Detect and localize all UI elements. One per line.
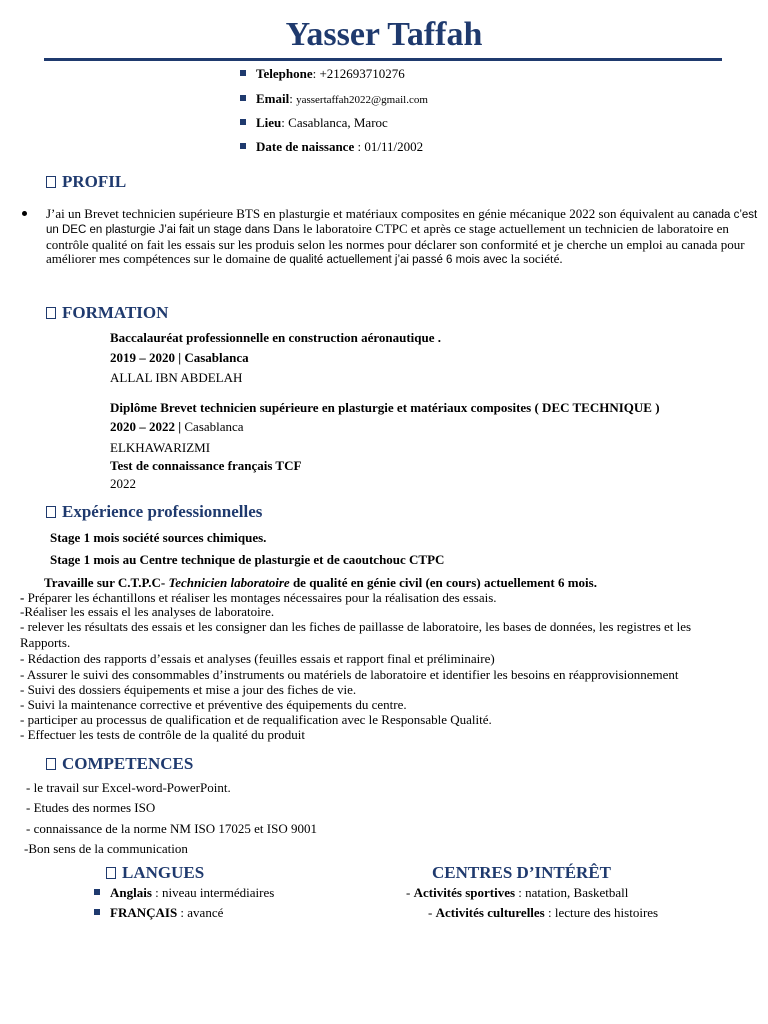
square-bullet-icon [240, 143, 246, 149]
square-bullet-icon [240, 70, 246, 76]
section-title-langues: LANGUES [106, 863, 204, 883]
interet-item: - Activités sportives : natation, Basketball [406, 885, 629, 900]
langue-item: Anglais : niveau intermédiaires [94, 885, 274, 901]
competence-item: - Etudes des normes ISO [26, 800, 156, 815]
section-title-interets: CENTRES D’INTÉRÊT [432, 863, 612, 882]
contact-email: Email: yassertaffah2022@gmail.com [240, 91, 428, 107]
experience-task: -Réaliser les essais el les analyses de laboratoire. [20, 604, 275, 619]
formation-degree: Diplôme Brevet technicien supérieure en plasturgie et matériaux composites ( DEC TECHNIQUE ) [110, 400, 660, 415]
contact-birthdate: Date de naissance : 01/11/2002 [240, 139, 423, 155]
section-title-experience: Expérience professionnelles [46, 502, 262, 522]
experience-task: - Effectuer les tests de contrôle de la qualité du produit [20, 727, 305, 742]
missing-glyph-icon [106, 867, 116, 879]
competence-item: - connaissance de la norme NM ISO 17025 et ISO 9001 [26, 821, 317, 836]
experience-task: Rapports. [20, 635, 71, 650]
square-bullet-icon [94, 889, 100, 895]
formation-degree: Baccalauréat professionnelle en construction aéronautique . [110, 330, 442, 345]
section-title-profil: PROFIL [46, 172, 126, 192]
langue-item: FRANÇAIS : avancé [94, 905, 223, 921]
competence-item: - le travail sur Excel-word-PowerPoint. [26, 780, 231, 795]
experience-task: - Suivi la maintenance corrective et préventive des équipements du centre. [20, 697, 407, 712]
bullet-icon [22, 211, 27, 216]
formation-school: ALLAL IBN ABDELAH [110, 370, 243, 385]
experience-task: - relever les résultats des essais et les consigner dan les fiches de paillasse de laboratoire, les bases de données, les registres et les [20, 619, 692, 634]
header-divider [44, 58, 722, 61]
profil-paragraph: J’ai un Brevet technicien supérieure BTS en plasturgie et matériaux composites en génie mécanique 2022 son équivalent au canada c’est un DEC en plasturgie J’ai fait un stage dans Dans le laboratoire CTPC et après ce stage actuellement un technicien de laboratoire en contrôle qualité on fait les essais sur les produis selon les normes pour déclarer son conformité et je cherche un emploi au canada pour améliorer mes compétences sur le domaine de qualité actuellement j’ai passé 6 mois avec la société. [46, 206, 758, 266]
formation-degree: Test de connaissance français TCF [110, 458, 302, 473]
experience-job: Travaille sur C.T.P.C- Technicien laboratoire de qualité en génie civil (en cours) actuellement 6 mois. [44, 575, 597, 590]
experience-task: - Assurer le suivi des consommables d’instruments ou matériels de laboratoire et identifier les besoins en réapprovisionnement [20, 667, 679, 682]
contact-lieu: Lieu: Casablanca, Maroc [240, 115, 388, 131]
experience-task: - Préparer les échantillons et réaliser les montages nécessaires pour la réalisation des essais. [20, 590, 497, 605]
experience-task: - Rédaction des rapports d’essais et analyses (feuilles essais et rapport final et préliminaire) [20, 651, 495, 666]
experience-task: - Suivi des dossiers équipements et mise a jour des fiches de vie. [20, 682, 357, 697]
square-bullet-icon [94, 909, 100, 915]
competence-item: -Bon sens de la communication [24, 841, 188, 856]
resume-name: Yasser Taffah [285, 16, 483, 53]
formation-school: ELKHAWARIZMI [110, 440, 211, 455]
square-bullet-icon [240, 95, 246, 101]
experience-stage: Stage 1 mois au Centre technique de plasturgie et de caoutchouc CTPC [50, 552, 445, 567]
interet-item: - Activités culturelles : lecture des histoires [428, 905, 659, 920]
missing-glyph-icon [46, 506, 56, 518]
formation-dates: 2019 – 2020 | Casablanca [110, 350, 249, 365]
formation-dates: 2022 [110, 476, 136, 491]
square-bullet-icon [240, 119, 246, 125]
section-title-competences: COMPETENCES [46, 754, 193, 774]
experience-task: - participer au processus de qualification et de requalification avec le Responsable Qualité. [20, 712, 492, 727]
missing-glyph-icon [46, 176, 56, 188]
experience-stage: Stage 1 mois société sources chimiques. [50, 530, 267, 545]
missing-glyph-icon [46, 758, 56, 770]
contact-telephone: Telephone: +212693710276 [240, 66, 405, 82]
formation-dates: 2020 – 2022 | Casablanca [110, 419, 244, 434]
missing-glyph-icon [46, 307, 56, 319]
section-title-formation: FORMATION [46, 303, 168, 323]
